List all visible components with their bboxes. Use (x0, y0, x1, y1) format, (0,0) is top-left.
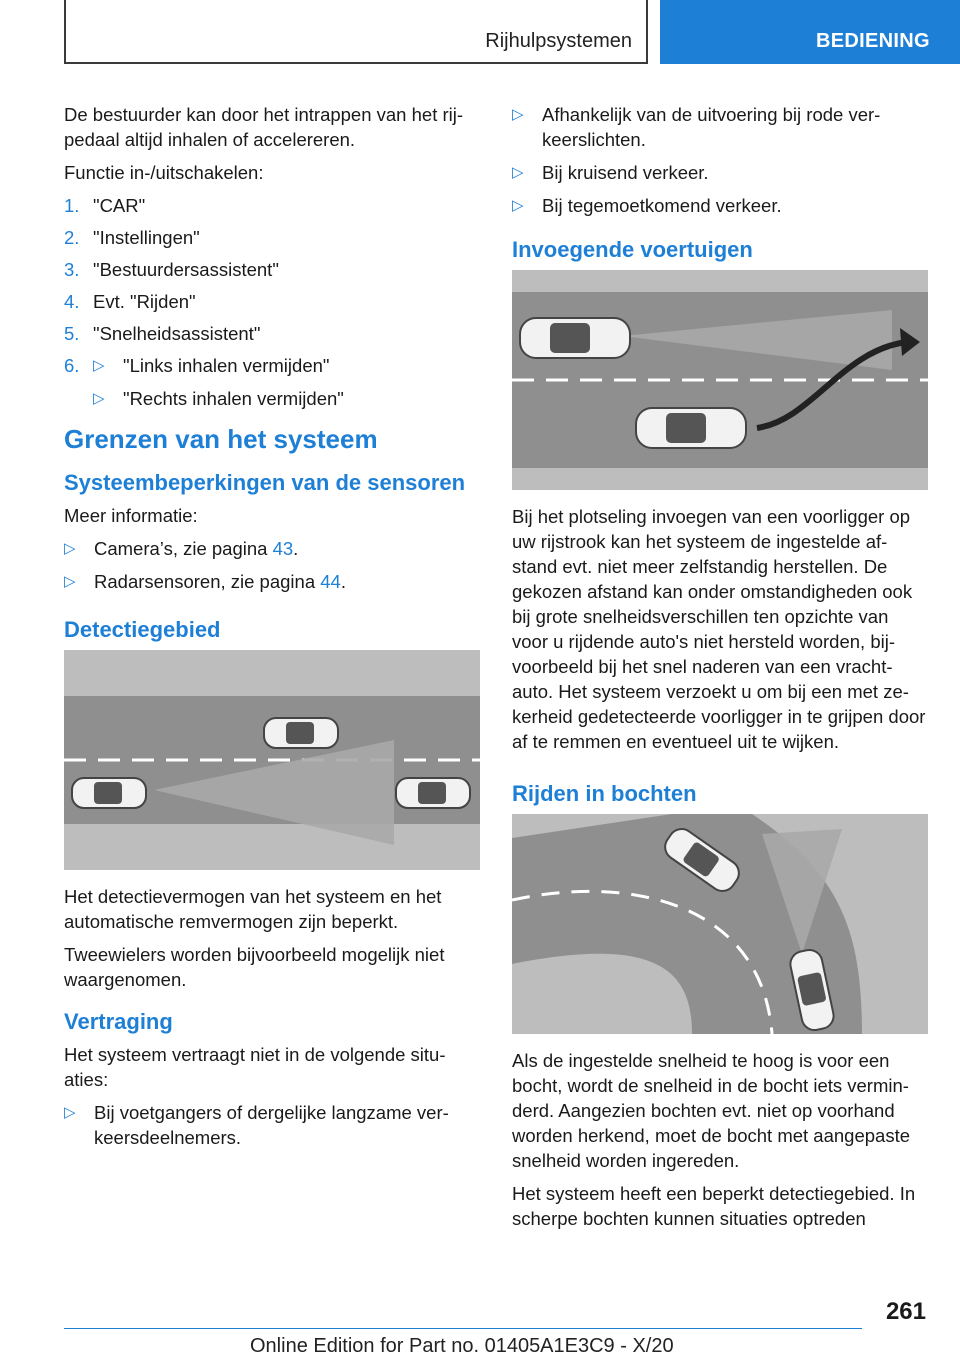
car-icon (636, 408, 746, 448)
merging-paragraph: Bij het plotseling invoegen van een voorligger op uw rijstrook kan het systeem de ingestelde af-stand evt. niet meer zelfstandig herstellen. De gekozen afstand kan onder omstandigheden ook bij grote snelheidsverschillen ten opzichte van voor u rijdende auto's niet hersteld worden, bij-voorbeeld bij het snel naderen van een vracht-auto. Het systeem verzoekt u om bij een met ze-kerheid gedetecteerde voorligger in te grijpen door af te remmen en eventueel uit te wijken. (512, 506, 926, 752)
delay-paragraph: Het systeem vertraagt niet in de volgende situ-aties: (64, 1044, 446, 1090)
triangle-bullet-icon: ▷ (93, 390, 105, 407)
delay-item: ▷ Bij kruisend verkeer. (512, 162, 709, 183)
switch-label: Functie in-/uitschakelen: (64, 162, 264, 183)
curves-paragraph-1: Als de ingestelde snelheid te hoog is voor een bocht, wordt de snelheid in de bocht iets vermin-derd. Aangezien bochten evt. niet op voorhand worden herkend, moet de bocht met aangepaste snelheid worden ingereden. (512, 1050, 911, 1171)
delay-item: ▷ Afhankelijk van de uitvoering bij rode ver-keerslichten. (512, 104, 881, 150)
triangle-bullet-icon: ▷ (64, 1104, 76, 1121)
step-item: 2. "Instellingen" (64, 227, 200, 248)
triangle-bullet-icon: ▷ (512, 106, 524, 123)
section-title: Rijhulpsystemen (485, 30, 632, 52)
page-number: 261 (885, 1298, 926, 1325)
heading-merging: Invoegende voertuigen (512, 237, 753, 262)
triangle-bullet-icon: ▷ (93, 357, 105, 374)
intro-paragraph: De bestuurder kan door het intrappen van het rij-pedaal altijd inhalen of accelereren. (64, 104, 464, 150)
detection-paragraph-1: Het detectievermogen van het systeem en het automatische remvermogen zijn beperkt. (64, 886, 442, 932)
delay-item: ▷ Bij tegemoetkomend verkeer. (512, 195, 782, 216)
reference-list (64, 536, 480, 594)
footer-divider (64, 1328, 862, 1329)
step-item: 5. "Snelheidsassistent" (64, 323, 261, 344)
page-link[interactable]: 43 (272, 538, 294, 559)
heading-sensor-limits: Systeembeperkingen van de sensoren (64, 470, 466, 495)
detection-area-illustration (64, 650, 480, 870)
header-section-box (64, 0, 648, 64)
reference-item: ▷ Camera’s, zie pagina 43. (64, 538, 299, 559)
curve-driving-illustration (512, 814, 928, 1034)
triangle-bullet-icon: ▷ (512, 164, 524, 181)
step-item: 1. "CAR" (64, 195, 146, 216)
steps-list (64, 193, 480, 411)
merging-vehicle-illustration (512, 270, 928, 490)
car-icon (520, 318, 630, 358)
triangle-bullet-icon: ▷ (64, 573, 76, 590)
right-column (512, 102, 928, 1239)
heading-limits: Grenzen van het systeem (64, 424, 378, 454)
step-item: 4. Evt. "Rijden" (64, 291, 196, 312)
step-item: 3. "Bestuurdersassistent" (64, 259, 279, 280)
car-icon (264, 718, 338, 748)
car-icon (396, 778, 470, 808)
heading-curves: Rijden in bochten (512, 781, 697, 806)
page-link[interactable]: 44 (320, 571, 341, 592)
detection-paragraph-2: Tweewielers worden bijvoorbeeld mogelijk niet waargenomen. (64, 944, 445, 990)
curves-paragraph-2: Het systeem heeft een beperkt detectiegebied. In scherpe bochten kunnen situaties optreden (512, 1183, 916, 1229)
delay-item: ▷ Bij voetgangers of dergelijke langzame ver-keersdeelnemers. (64, 1102, 449, 1148)
delay-list-right (512, 102, 928, 218)
delay-list-left (64, 1100, 480, 1150)
triangle-bullet-icon: ▷ (512, 197, 524, 214)
heading-delay: Vertraging (64, 1009, 173, 1034)
heading-detection: Detectiegebied (64, 617, 221, 642)
chapter-title: BEDIENING (816, 30, 930, 52)
step-item: 6. ▷ "Links inhalen vermijden" ▷ "Rechts inhalen vermijden" (64, 355, 344, 409)
chapter-tab (660, 0, 960, 64)
edition-info: Online Edition for Part no. 01405A1E3C9 - X/20 (250, 1335, 674, 1357)
reference-item: ▷ Radarsensoren, zie pagina 44. (64, 571, 346, 592)
left-column (64, 102, 480, 1158)
more-info-label: Meer informatie: (64, 505, 198, 526)
car-icon (72, 778, 146, 808)
triangle-bullet-icon: ▷ (64, 540, 76, 557)
